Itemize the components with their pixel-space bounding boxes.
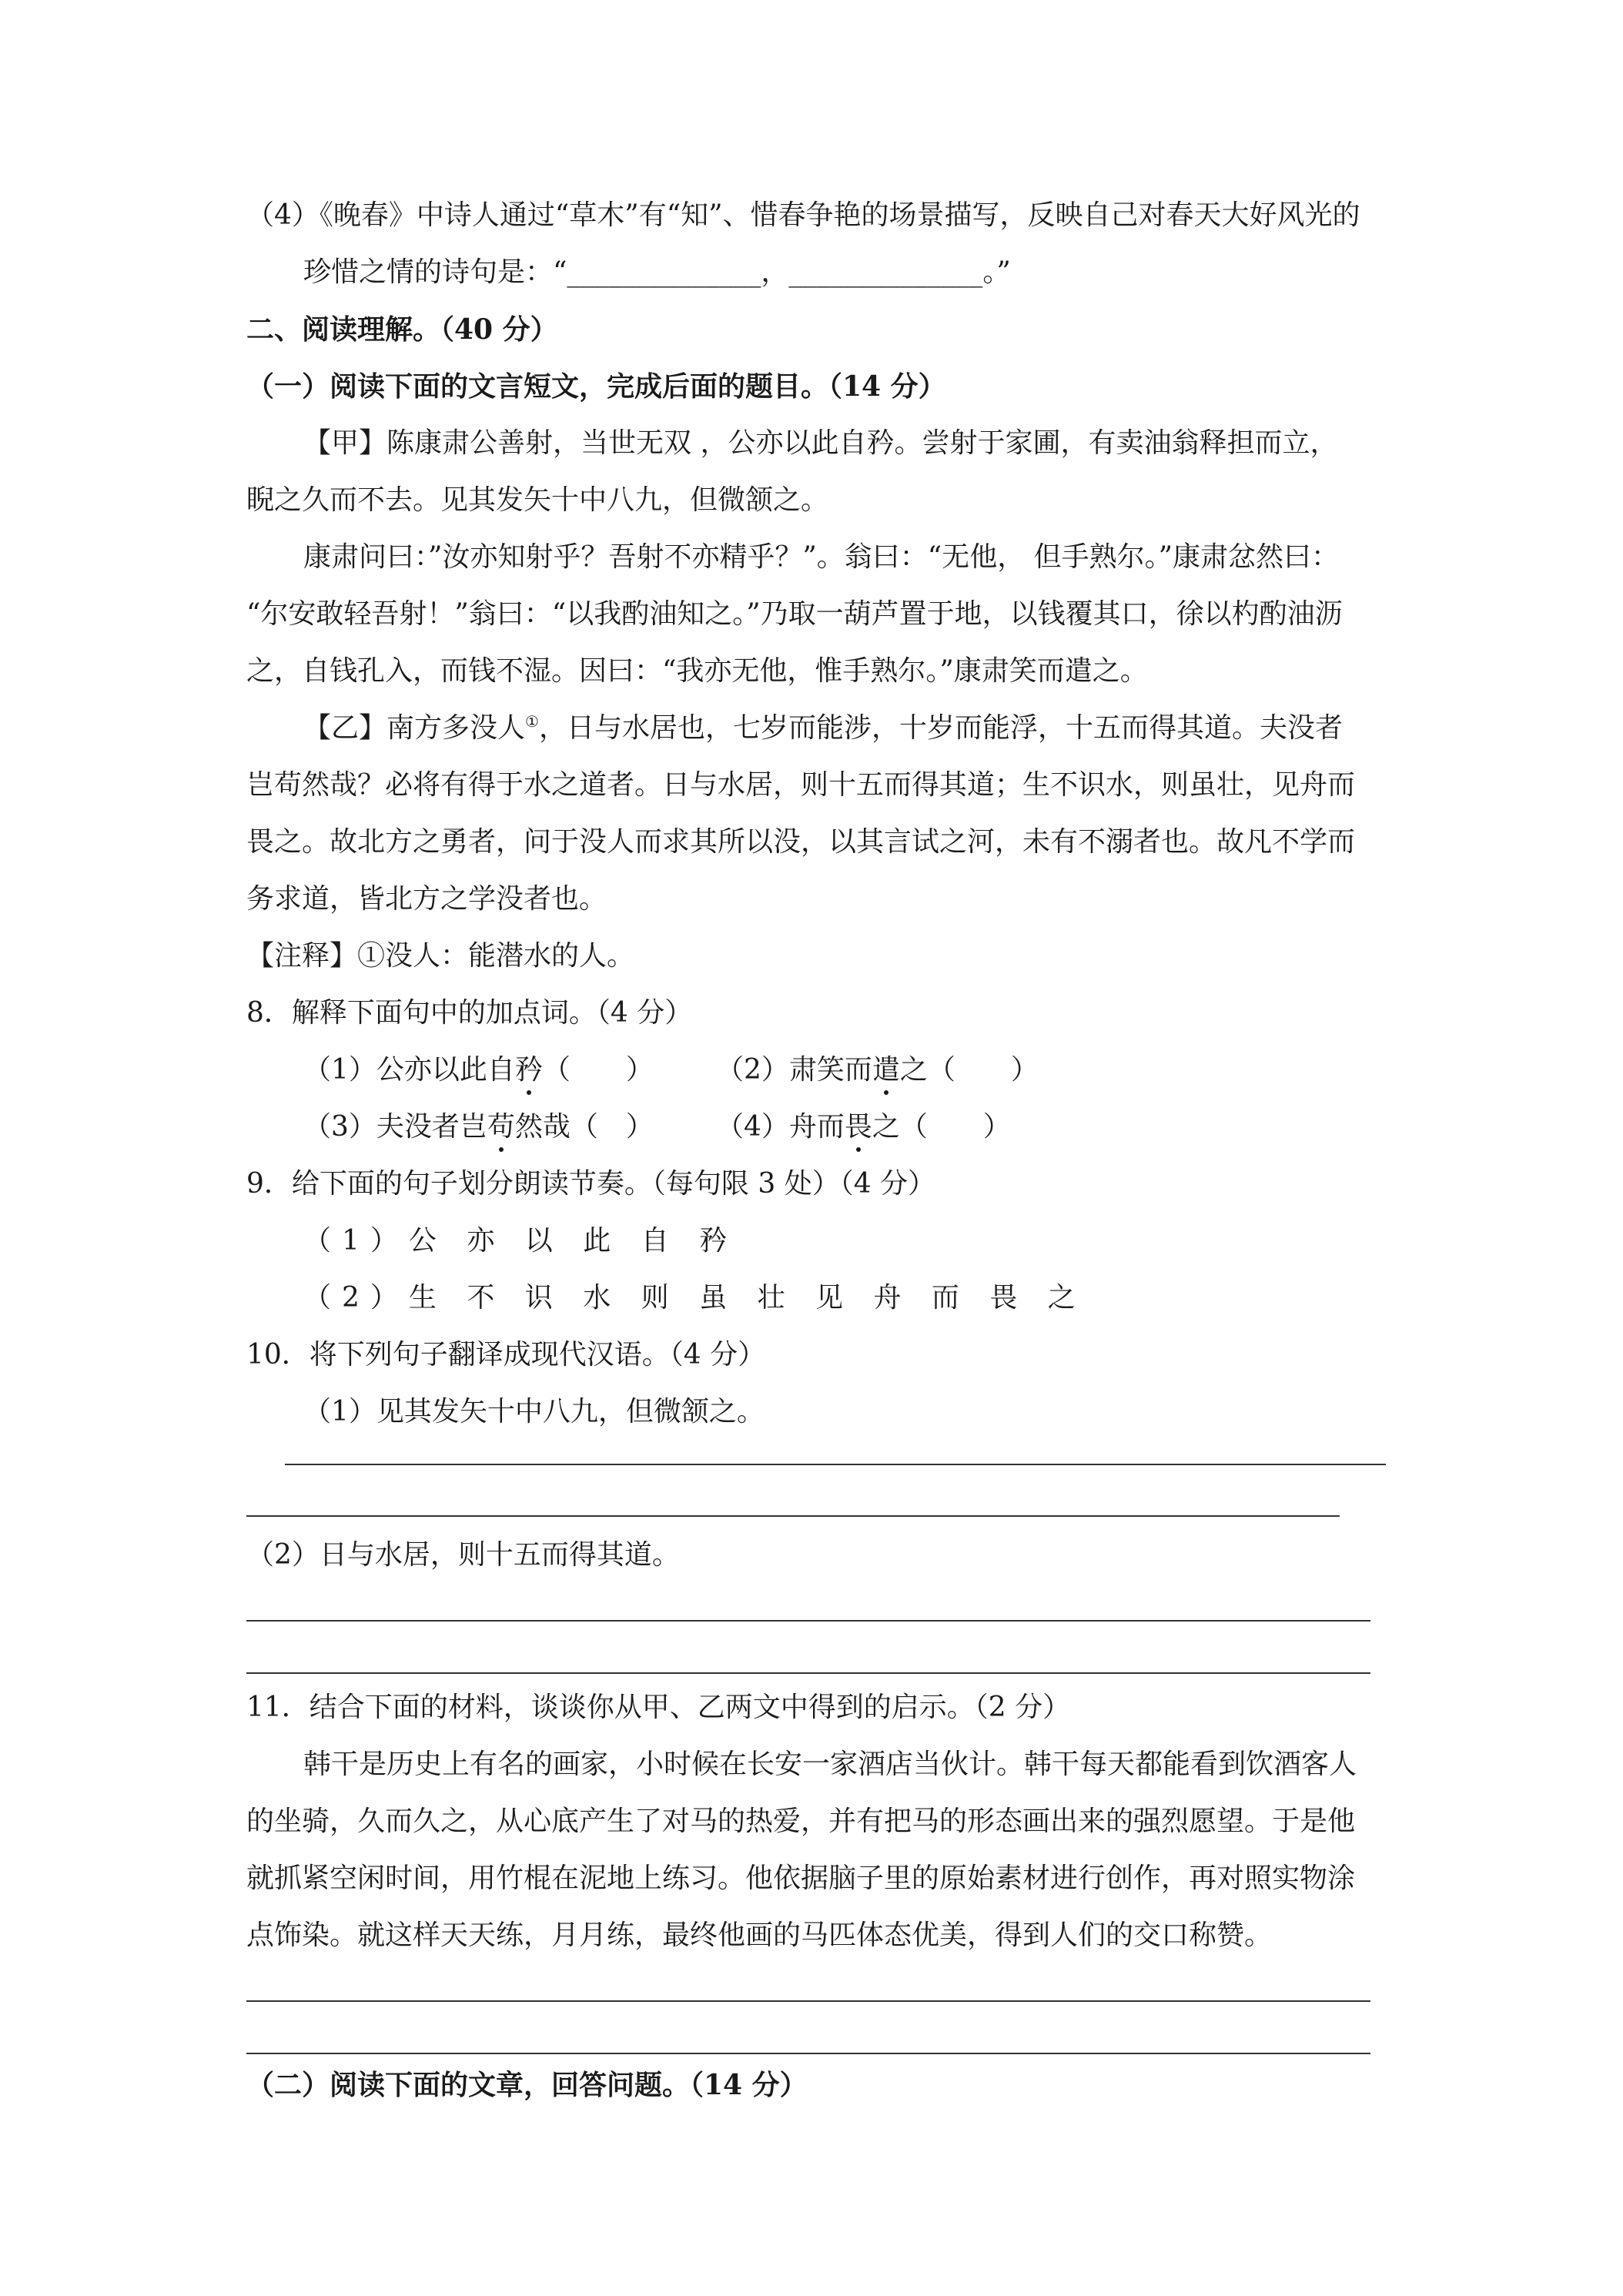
q11-material-line-3: 就抓紧空闲时间，用竹棍在泥地上练习。他依据脑子里的原始素材进行创作，再对照实物涂 (246, 1863, 1356, 1894)
text-yi-line-1 (303, 710, 1343, 747)
q8-item-1-dotted-word: 矜 (515, 1052, 543, 1089)
answer-line[interactable] (246, 1620, 1370, 1622)
q8-item-3-blank: 然哉（ ） (514, 1111, 654, 1143)
q11-material-line-2: 的坐骑，久而久之，从心底产生了对马的热爱，并有把马的形态画出来的强烈愿望。于是他 (246, 1806, 1356, 1837)
text-jia-p1-line-2: 睨之久而不去。见其发矢十中八九，但微颔之。 (246, 484, 829, 516)
q8-item-4-dotted-word: 畏 (845, 1109, 872, 1146)
q10-title: 10．将下列句子翻译成现代汉语。（4 分） (246, 1339, 766, 1371)
text-jia-p2-line-3: 之，自钱孔入，而钱不湿。因曰：“我亦无他，惟手熟尔。”康肃笑而遣之。 (246, 655, 1148, 687)
annotation-note: 【注释】①没人：能潜水的人。 (246, 940, 635, 972)
text-yi-line-3: 畏之。故北方之勇者，问于没人而求其所以没，以其言试之河，未有不溺者也。故凡不学而 (246, 826, 1356, 858)
answer-line[interactable] (246, 2000, 1370, 2002)
q8-item-1-blank: （ ） (542, 1054, 654, 1086)
q8-item-1 (303, 1052, 654, 1089)
text-jia-p2-line-1: 康肃问曰：”汝亦知射乎？吾射不亦精乎？”。翁曰：“无他， 但手熟尔。”康肃忿然曰： (303, 541, 1340, 573)
answer-line[interactable] (246, 1515, 1340, 1517)
q8-item-1-prefix: （1）公亦以此自 (303, 1054, 515, 1086)
part-1-title: （一）阅读下面的文言短文，完成后面的题目。（14 分） (246, 370, 946, 403)
q8-item-4-blank: 之（ ） (872, 1111, 1011, 1143)
text-yi-line-1a: 【乙】南方多没人 (303, 712, 526, 744)
q8-item-2-prefix: （2）肃笑而 (716, 1054, 872, 1086)
q8-title: 8．解释下面句中的加点词。（4 分） (246, 997, 693, 1029)
q9-sentence-1: （1）公 亦 以 此 自 矜 (303, 1225, 738, 1257)
q8-item-4 (716, 1109, 1011, 1146)
q8-item-2-blank: 之（ ） (899, 1054, 1039, 1086)
text-yi-line-1b: ，日与水居也，七岁而能涉，十岁而能浮，十五而得其道。夫没者 (538, 712, 1343, 744)
q8-item-4-prefix: （4）舟而 (716, 1111, 845, 1143)
answer-line[interactable] (285, 1464, 1386, 1465)
text-jia-p2-line-2: “尔安敢轻吾射！”翁曰：“以我酌油知之。”乃取一葫芦置于地，以钱覆其口，徐以杓酌油沥 (246, 598, 1343, 630)
q9-title: 9．给下面的句子划分朗读节奏。（每句限 3 处）（4 分） (246, 1168, 936, 1200)
text-yi-line-2: 岂苟然哉？必将有得于水之道者。日与水居，则十五而得其道；生不识水，则虽壮，见舟而 (246, 769, 1356, 801)
q8-item-2-dotted-word: 遣 (872, 1052, 900, 1089)
text-yi-line-4: 务求道，皆北方之学没者也。 (246, 883, 607, 915)
q11-material-line-4: 点饰染。就这样天天练，月月练，最终他画的马匹体态优美，得到人们的交口称赞。 (246, 1919, 1273, 1951)
poem-question-line-2: 珍惜之情的诗句是：“______________，______________。” (303, 256, 1011, 288)
q8-item-3-dotted-word: 苟 (487, 1109, 515, 1146)
poem-question-line-1: （4）《晚春》中诗人通过“草木”有“知”、惜春争艳的场景描写，反映自己对春天大好风光的 (246, 199, 1360, 231)
part-2-title: （二）阅读下面的文章，回答问题。（14 分） (246, 2069, 808, 2101)
q10-sentence-2: （2）日与水居，则十五而得其道。 (246, 1539, 680, 1571)
q8-item-2 (716, 1052, 1039, 1089)
answer-line[interactable] (246, 1672, 1370, 1674)
footnote-marker: ① (525, 712, 539, 731)
section-2-title: 二、阅读理解。（40 分） (246, 313, 558, 346)
q8-item-3 (303, 1109, 654, 1146)
q8-item-3-prefix: （3）夫没者岂 (303, 1111, 487, 1143)
q11-title: 11．结合下面的材料，谈谈你从甲、乙两文中得到的启示。（2 分） (246, 1692, 1071, 1723)
q9-sentence-2: （2）生 不 识 水 则 虽 壮 见 舟 而 畏 之 (303, 1282, 1086, 1314)
answer-line[interactable] (246, 2053, 1370, 2054)
q10-sentence-1: （1）见其发矢十中八九，但微颔之。 (303, 1396, 765, 1427)
q11-material-line-1: 韩干是历史上有名的画家，小时候在长安一家酒店当伙计。韩干每天都能看到饮酒客人 (303, 1749, 1357, 1780)
text-jia-p1-line-1: 【甲】陈康肃公善射，当世无双 ，公亦以此自矜。尝射于家圃，有卖油翁释担而立， (303, 427, 1338, 459)
